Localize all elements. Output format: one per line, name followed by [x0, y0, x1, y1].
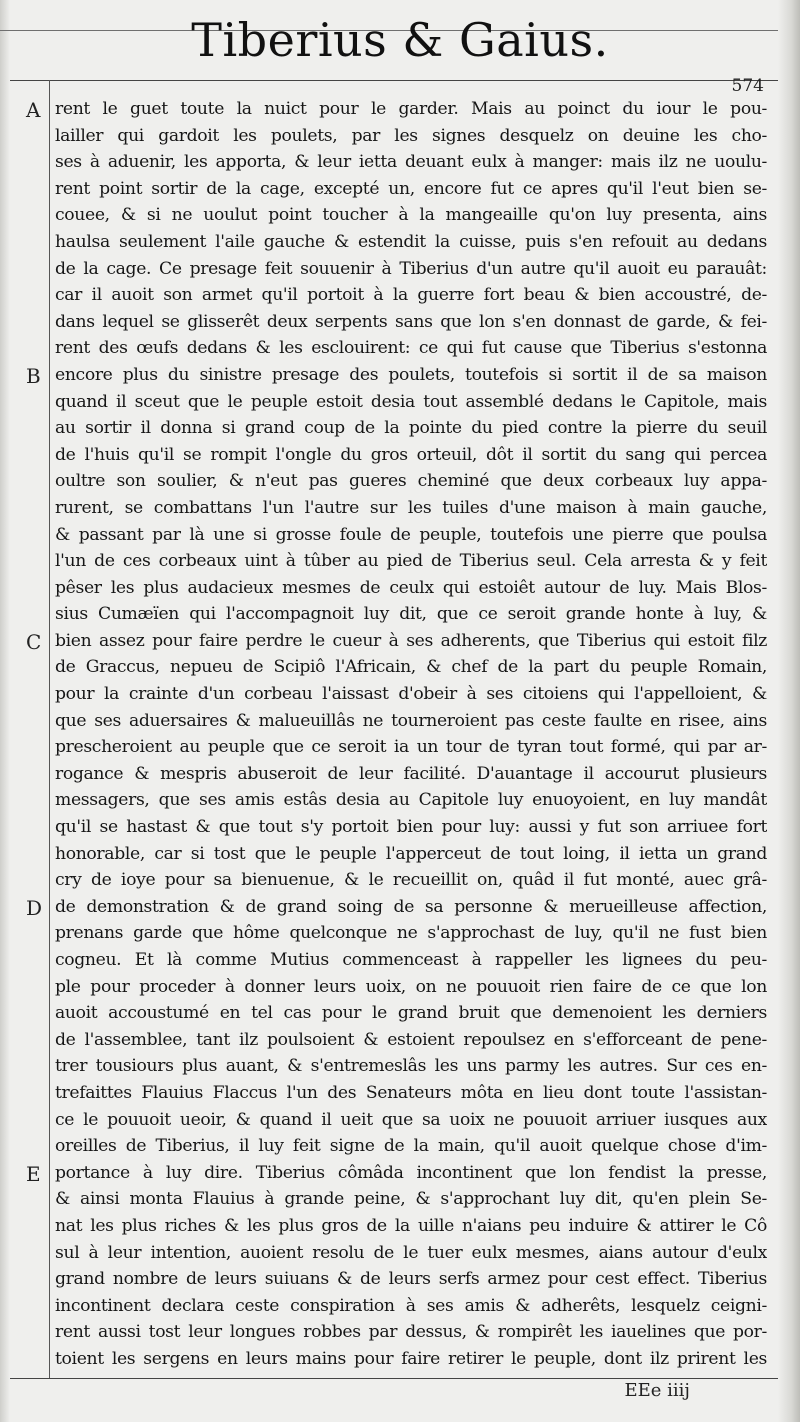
text-line: grand nombre de leurs suiuans & de leurs serfs armez pour cest effect. Tiberius	[55, 1269, 767, 1290]
text-line: car il auoit son armet qu'il portoit à la guerre fort beau & bien accoustré, de-	[55, 285, 767, 306]
text-line: quand il sceut que le peuple estoit desia tout assemblé dedans le Capitole, mais	[55, 391, 767, 412]
margin-letter: E	[26, 1162, 41, 1186]
margin-letter: C	[26, 630, 42, 654]
text-line: haulsa seulement l'aile gauche & estendit la cuisse, puis s'en refouit au dedans	[55, 231, 767, 252]
text-line: de la cage. Ce presage feit souuenir à Tiberius d'un autre qu'il auoit eu parauât:	[55, 258, 767, 279]
signature-mark: EEe iiij	[624, 1380, 690, 1401]
text-line: dans lequel se glisserêt deux serpents sans que lon s'en donnast de garde, & fei-	[55, 311, 767, 332]
text-line: ses à aduenir, les apporta, & leur ietta deuant eulx à manger: mais ilz ne uoulu-	[55, 152, 767, 173]
text-line: bien assez pour faire perdre le cueur à ses adherents, que Tiberius qui estoit filz	[55, 630, 767, 651]
text-line: messagers, que ses amis estâs desia au Capitole luy enuoyoient, en luy mandât	[55, 790, 767, 811]
text-line: incontinent declara ceste conspiration à ses amis & adherêts, lesquelz ceigni-	[55, 1295, 767, 1316]
text-line: rurent, se combattans l'un l'autre sur les tuiles d'une maison à main gauche,	[55, 497, 767, 518]
text-line: rent point sortir de la cage, excepté un, encore fut ce apres qu'il l'eut bien se-	[55, 178, 767, 199]
text-line: ple pour proceder à donner leurs uoix, on ne pouuoit rien faire de ce que lon	[55, 976, 767, 997]
text-line: sul à leur intention, auoient resolu de le tuer eulx mesmes, aians autour d'eulx	[55, 1242, 767, 1263]
text-line: rogance & mespris abuseroit de leur facilité. D'auantage il accourut plusieurs	[55, 763, 767, 784]
margin-letter: D	[26, 896, 43, 920]
text-line: & passant par là une si grosse foule de peuple, toutefois une pierre que poulsa	[55, 524, 767, 545]
text-line: l'un de ces corbeaux uint à tûber au pied de Tiberius seul. Cela arresta & y feit	[55, 551, 767, 572]
text-line: rent des œufs dedans & les esclouirent: ce qui fut cause que Tiberius s'estonna	[55, 338, 767, 359]
text-line: pêser les plus audacieux mesmes de ceulx qui estoiêt autour de luy. Mais Blos-	[55, 577, 767, 598]
text-line: nat les plus riches & les plus gros de la uille n'aians peu induire & attirer le Cô	[55, 1215, 767, 1236]
text-line: & ainsi monta Flauius à grande peine, & s'approchant luy dit, qu'en plein Se-	[55, 1189, 767, 1210]
text-line: cogneu. Et là comme Mutius commenceast à rappeller les lignees du peu-	[55, 950, 767, 970]
text-line: honorable, car si tost que le peuple l'apperceut de tout loing, il ietta un grand	[55, 843, 767, 864]
text-line: encore plus du sinistre presage des poulets, toutefois si sortit il de sa maison	[55, 364, 767, 385]
running-head: Tiberius & Gaius.	[191, 13, 609, 67]
text-line: que ses aduersaires & malueuillâs ne tourneroient pas ceste faulte en risee, ains	[55, 710, 767, 731]
margin-letter: A	[26, 98, 41, 122]
margin-rule	[49, 80, 50, 1378]
text-line: oreilles de Tiberius, il luy feit signe de la main, qu'il auoit quelque chose d'im-	[55, 1136, 767, 1157]
text-line: rent aussi tost leur longues robbes par dessus, & rompirêt les iauelines que por-	[55, 1322, 767, 1343]
text-line: sius Cumæïen qui l'accompagnoit luy dit, que ce seroit grande honte à luy, &	[55, 604, 767, 625]
text-line: pour la crainte d'un corbeau l'aissast d'obeir à ses citoiens qui l'appelloient, &	[55, 684, 767, 705]
text-line: au sortir il donna si grand coup de la pointe du pied contre la pierre du seuil	[55, 418, 767, 439]
margin-letter: B	[26, 364, 41, 388]
text-line: de l'assemblee, tant ilz poulsoient & estoient repoulsez en s'efforceant de pene-	[55, 1029, 767, 1050]
text-line: prescheroient au peuple que ce seroit ia un tour de tyran tout formé, qui par ar-	[55, 737, 767, 758]
text-line: de Graccus, nepueu de Scipiô l'Africain, & chef de la part du peuple Romain,	[55, 657, 767, 678]
page-left-edge	[0, 0, 10, 1422]
text-line: couee, & si ne uoulut point toucher à la mangeaille qu'on luy presenta, ains	[55, 205, 767, 226]
text-line: prenans garde que hôme quelconque ne s'approchast de luy, qu'il ne fust bien	[55, 923, 767, 944]
folio-number: 574	[731, 76, 764, 96]
text-line: portance à luy dire. Tiberius cômâda incontinent que lon fendist la presse,	[55, 1162, 767, 1183]
text-block	[55, 96, 767, 1373]
text-line: rent le guet toute la nuict pour le garder. Mais au poinct du iour le pou-	[55, 99, 767, 119]
text-line: qu'il se hastast & que tout s'y portoit bien pour luy: aussi y fut son arriuee fort	[55, 817, 767, 838]
text-line: trer tousiours plus auant, & s'entremeslâs les uns parmy les autres. Sur ces en-	[55, 1056, 767, 1077]
text-line: oultre son soulier, & n'eut pas gueres cheminé que deux corbeaux luy appa-	[55, 471, 767, 492]
text-line: ce le pouuoit ueoir, & quand il ueit que sa uoix ne pouuoit arriuer iusques aux	[55, 1109, 767, 1130]
text-line: lailler qui gardoit les poulets, par les signes desquelz on deuine les cho-	[55, 125, 767, 146]
text-line: trefaittes Flauius Flaccus l'un des Senateurs môta en lieu dont toute l'assistan-	[55, 1082, 767, 1103]
text-line: toient les sergens en leurs mains pour faire retirer le peuple, dont ilz prirent les	[55, 1348, 767, 1369]
footer-rule	[10, 1378, 778, 1379]
header-rule	[10, 80, 778, 81]
text-line: de demonstration & de grand soing de sa personne & merueilleuse affection,	[55, 896, 767, 917]
text-line: de l'huis qu'il se rompit l'ongle du gros orteuil, dôt il sortit du sang qui percea	[55, 444, 767, 465]
text-line: auoit accoustumé en tel cas pour le grand bruit que demenoient les derniers	[55, 1003, 767, 1024]
text-line: cry de ioye pour sa bienuenue, & le recueillit on, quâd il fut monté, auec grâ-	[55, 870, 767, 891]
page-right-edge	[778, 0, 800, 1422]
